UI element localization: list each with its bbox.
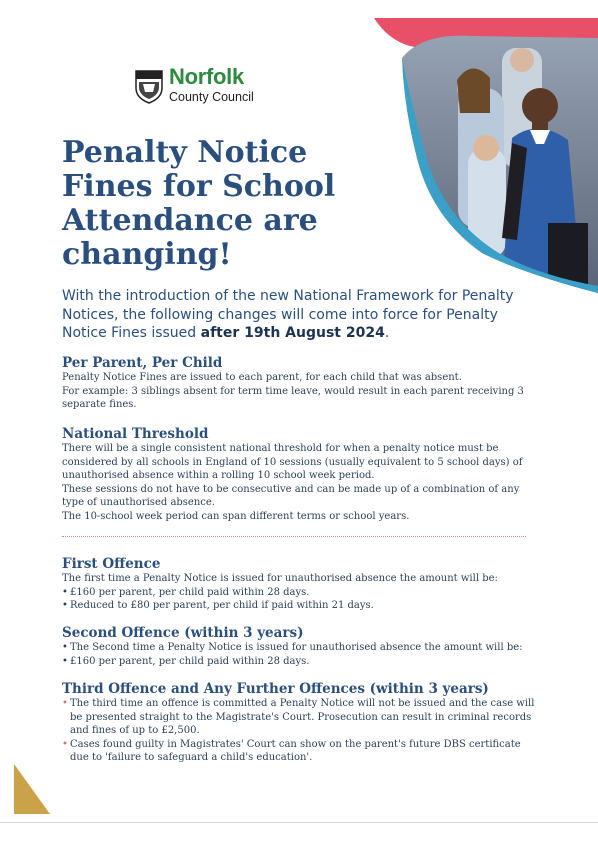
list-item: • Reduced to £80 per parent, per child if paid within 21 days. <box>62 599 532 613</box>
section-per-parent <box>62 355 532 412</box>
list-item: • £160 per parent, per child paid within 28 days. <box>62 586 532 600</box>
section-third-offence <box>62 681 542 765</box>
intro-paragraph <box>62 287 542 343</box>
page-edge <box>0 822 598 823</box>
section-text: For example: 3 siblings absent for term time leave, would result in each parent receiving 3 separate fines. <box>62 385 524 410</box>
crest-icon <box>135 70 163 104</box>
logo-name: Norfolk <box>169 64 244 89</box>
section-heading: First Offence <box>62 556 161 572</box>
intro-text: With the introduction of the new National Framework for Penalty Notices, the following changes will come into force for Penalty Notice Fines issued <box>62 288 514 341</box>
intro-end: . <box>384 325 390 341</box>
dotted-divider <box>62 536 526 537</box>
section-text: The first time a Penalty Notice is issued for unauthorised absence the amount will be: <box>62 573 498 584</box>
bullet-list <box>62 586 532 613</box>
bullet-list <box>62 697 542 765</box>
corner-decoration <box>14 764 50 814</box>
section-heading: Third Offence and Any Further Offences (within 3 years) <box>62 681 489 697</box>
list-item: • The Second time a Penalty Notice is issued for unauthorised absence the amount will be: <box>62 641 542 655</box>
list-item: • £160 per parent, per child paid within 28 days. <box>62 655 542 669</box>
section-second-offence <box>62 625 542 668</box>
section-heading: National Threshold <box>62 426 209 442</box>
section-heading: Per Parent, Per Child <box>62 355 223 371</box>
norfolk-logo <box>135 64 285 108</box>
list-item: • Cases found guilty in Magistrates' Court can show on the parent's future DBS certificate due to 'failure to safeguard a child's education'. <box>62 738 542 765</box>
header-photo <box>362 18 598 293</box>
section-national-threshold <box>62 426 532 523</box>
section-text: There will be a single consistent national threshold for when a penalty notice must be considered by all schools in England of 10 sessions (usually equivalent to 5 school days) of unauthorised absence within a rolling 10 school week period. <box>62 443 523 481</box>
section-first-offence <box>62 556 532 613</box>
section-heading: Second Offence (within 3 years) <box>62 625 304 641</box>
section-text: These sessions do not have to be consecutive and can be made up of a combination of any type of unauthorised absence. <box>62 483 520 508</box>
section-text: The 10-school week period can span different terms or school years. <box>62 510 410 522</box>
bullet-list <box>62 641 542 668</box>
intro-date: after 19th August 2024 <box>200 325 385 341</box>
page-title: Penalty Notice Fines for School Attendance are changing! <box>62 135 336 272</box>
list-item: • The third time an offence is committed a Penalty Notice will not be issued and the case will be presented straight to the Magistrate's Court. Prosecution can result in criminal records and fines of up to £2,500. <box>62 697 542 738</box>
section-text: Penalty Notice Fines are issued to each parent, for each child that was absent. <box>62 372 462 383</box>
logo-subtitle: County Council <box>169 90 254 104</box>
